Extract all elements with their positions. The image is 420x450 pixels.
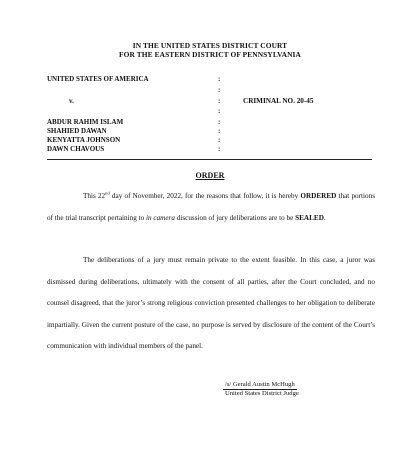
caption-colon: : xyxy=(218,136,221,144)
defendant-name: ABDUR RAHIM ISLAM xyxy=(47,118,124,126)
caption-colon: : xyxy=(218,97,221,105)
p1-ordered: ORDERED xyxy=(300,192,337,200)
order-paragraph-1 xyxy=(47,186,375,229)
judge-title: United States District Judge xyxy=(225,390,299,397)
plaintiff-name: UNITED STATES OF AMERICA xyxy=(47,75,149,83)
p1-text-c: that portions of the trial transcript pertaining to xyxy=(47,192,376,222)
defendant-name: KENYATTA JOHNSON xyxy=(47,136,121,144)
caption-colon: : xyxy=(218,127,221,135)
p1-text-b: day of November, 2022, for the reasons that follow, it is hereby xyxy=(109,192,301,200)
p1-text-e: . xyxy=(323,213,326,222)
caption-colon: : xyxy=(218,75,221,83)
p2-text: The deliberations of a jury must remain private to the extent feasible. In this case, a juror was dismissed during deliberations, ultimately with the consent of all parties, after the Court concluded, and no counsel disagreed, that the juror’s strong religious conviction presented challenges to her obligation to deliberate impartially. Given the current posture of the case, no purpose is served by disclosure of the content of the Court’s communication with individual members of the panel. xyxy=(47,256,375,350)
caption-colon: : xyxy=(218,86,221,94)
caption-colon: : xyxy=(218,107,221,115)
p1-text-a: This 22 xyxy=(83,192,106,200)
defendant-name: SHAHIED DAWAN xyxy=(47,127,107,135)
p1-text-d: discussion of jury deliberations are to be xyxy=(174,213,296,222)
court-name-line-2: FOR THE EASTERN DISTRICT OF PENNSYLVANIA xyxy=(119,50,301,59)
caption-colon: : xyxy=(218,145,221,153)
versus-label: v. xyxy=(69,97,74,105)
caption-divider xyxy=(47,159,372,160)
signature-block xyxy=(223,381,299,398)
p1-in-camera: in camera xyxy=(146,213,175,222)
defendant-name: DAWN CHAVOUS xyxy=(47,145,105,153)
order-paragraph-2 xyxy=(47,250,375,358)
case-number: CRIMINAL NO. 20-45 xyxy=(243,97,314,105)
court-name-line-1: IN THE UNITED STATES DISTRICT COURT xyxy=(132,41,288,50)
p1-sealed: SEALED xyxy=(295,213,324,222)
caption-colon: : xyxy=(218,118,221,126)
p1-ordinal-suffix: nd xyxy=(105,190,110,196)
judge-signature: /s/ Gerald Austin McHugh xyxy=(225,381,295,388)
order-title: ORDER xyxy=(195,171,225,180)
